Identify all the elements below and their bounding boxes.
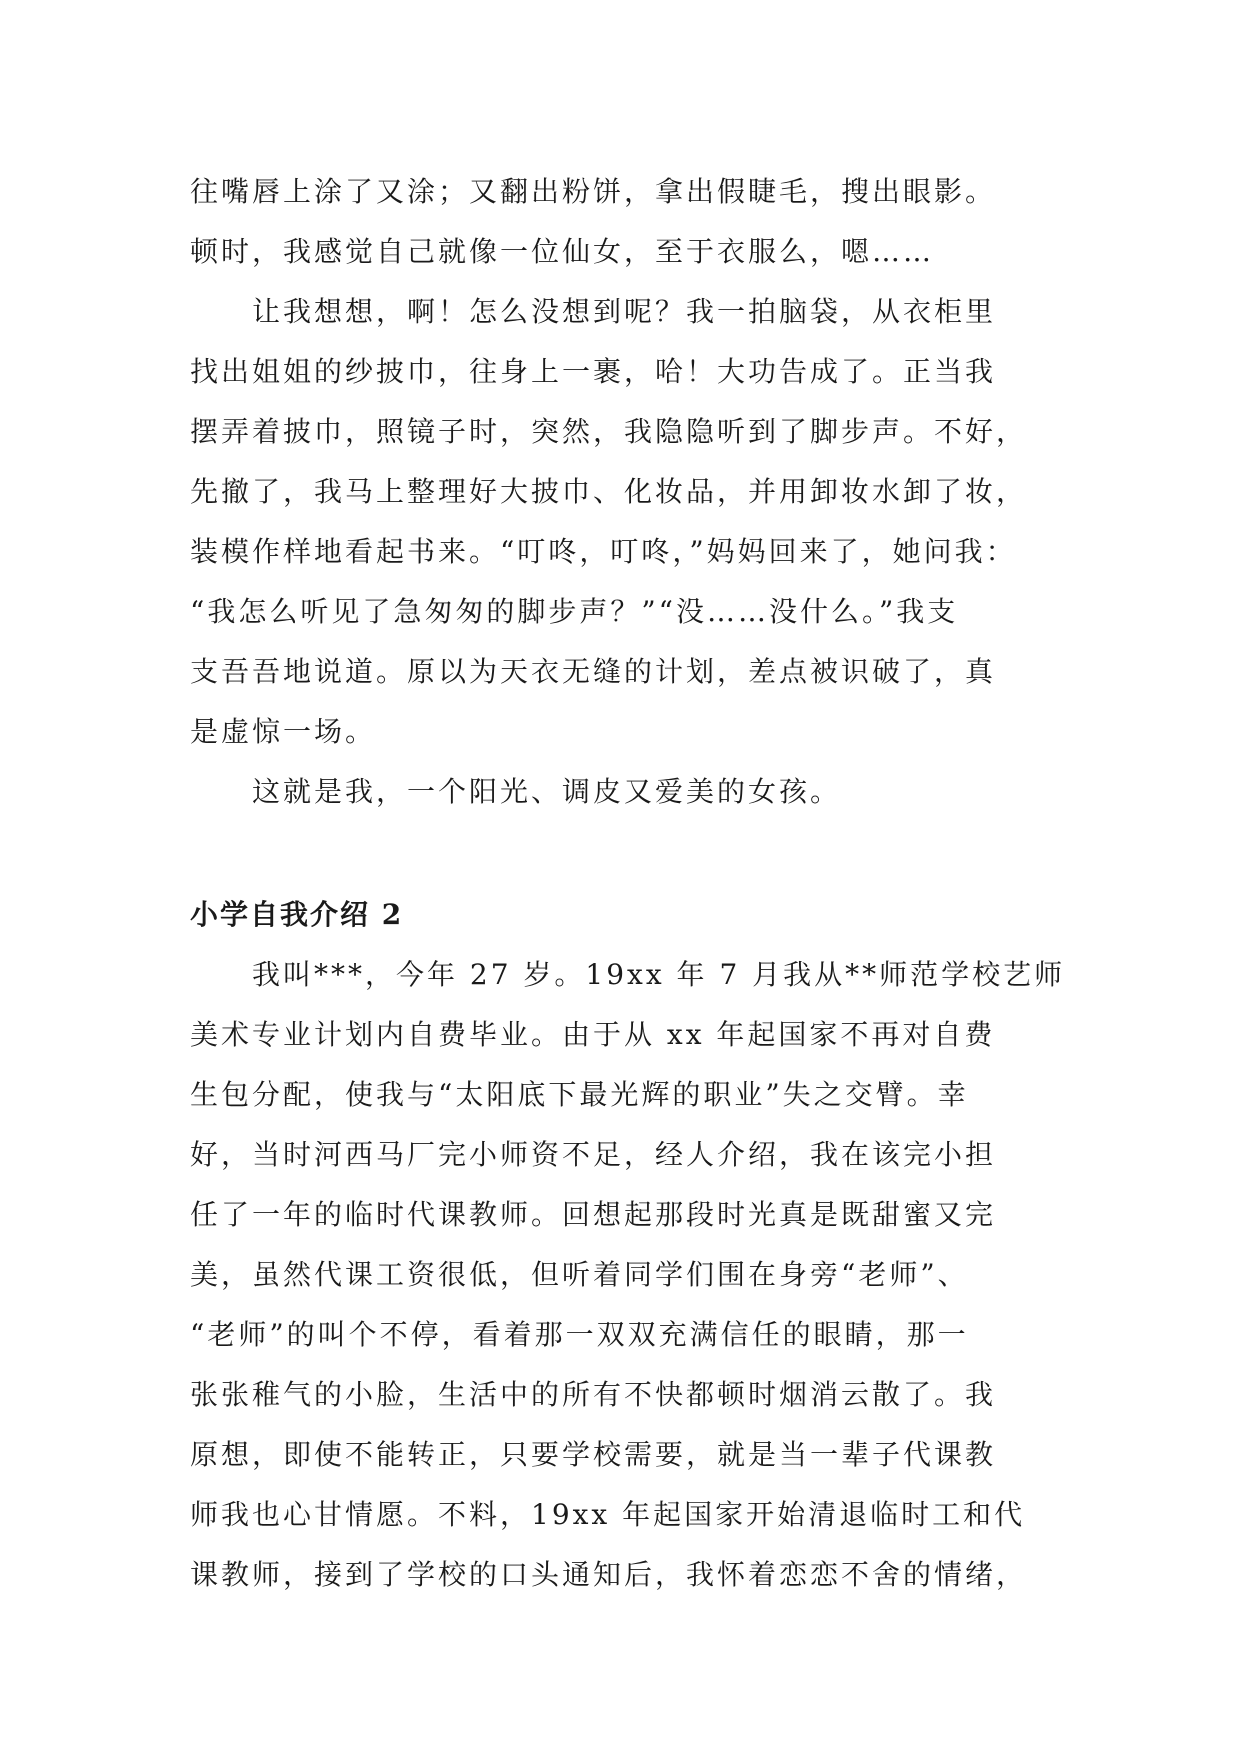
- paragraph: [190, 162, 1062, 282]
- text-line: 原想，即使不能转正，只要学校需要，就是当一辈子代课教: [190, 1438, 997, 1471]
- text-line: “老师”的叫个不停，看着那一双双充满信任的眼睛，那一: [190, 1318, 969, 1351]
- text-line: 好，当时河西马厂完小师资不足，经人介绍，我在该完小担: [190, 1138, 997, 1171]
- text-line: 美术专业计划内自费毕业。由于从 xx 年起国家不再对自费: [190, 1018, 996, 1051]
- text-line: 往嘴唇上涂了又涂；又翻出粉饼，拿出假睫毛，搜出眼影。: [190, 175, 997, 208]
- text-line: “我怎么听见了急匆匆的脚步声？”“没……没什么。”我支: [190, 595, 959, 628]
- paragraph: [190, 945, 1066, 1605]
- text-line: 师我也心甘情愿。不料，19xx 年起国家开始清退临时工和代: [190, 1498, 1026, 1531]
- text-line: 支吾吾地说道。原以为天衣无缝的计划，差点被识破了，真: [190, 655, 997, 688]
- text-line: 顿时，我感觉自己就像一位仙女，至于衣服么，嗯……: [190, 235, 935, 268]
- document-body: [190, 162, 1066, 1605]
- text-line: 装模作样地看起书来。“叮咚，叮咚，”妈妈回来了，她问我：: [190, 535, 1017, 568]
- text-line: 美，虽然代课工资很低，但听着同学们围在身旁“老师”、: [190, 1258, 969, 1291]
- text-line: 这就是我，一个阳光、调皮又爱美的女孩。: [252, 775, 842, 808]
- text-line: 是虚惊一场。: [190, 715, 377, 748]
- text-line: 先撤了，我马上整理好大披巾、化妆品，并用卸妆水卸了妆，: [190, 475, 1028, 508]
- text-line: 找出姐姐的纱披巾，往身上一裹，哈！大功告成了。正当我: [190, 355, 997, 388]
- paragraph: [190, 282, 1062, 762]
- section-heading: 小学自我介绍 2: [190, 898, 404, 931]
- text-line: 课教师，接到了学校的口头通知后，我怀着恋恋不舍的情绪，: [190, 1558, 1028, 1591]
- text-line: 生包分配，使我与“太阳底下最光辉的职业”失之交臂。幸: [190, 1078, 969, 1111]
- text-line: 摆弄着披巾，照镜子时，突然，我隐隐听到了脚步声。不好，: [190, 415, 1028, 448]
- paragraph: [190, 762, 1062, 822]
- text-line: 让我想想，啊！怎么没想到呢？我一拍脑袋，从衣柜里: [252, 295, 997, 328]
- text-line: 任了一年的临时代课教师。回想起那段时光真是既甜蜜又完: [190, 1198, 997, 1231]
- text-line: 我叫***，今年 27 岁。19xx 年 7 月我从**师范学校艺师: [252, 958, 1066, 991]
- text-line: 张张稚气的小脸，生活中的所有不快都顿时烟消云散了。我: [190, 1378, 997, 1411]
